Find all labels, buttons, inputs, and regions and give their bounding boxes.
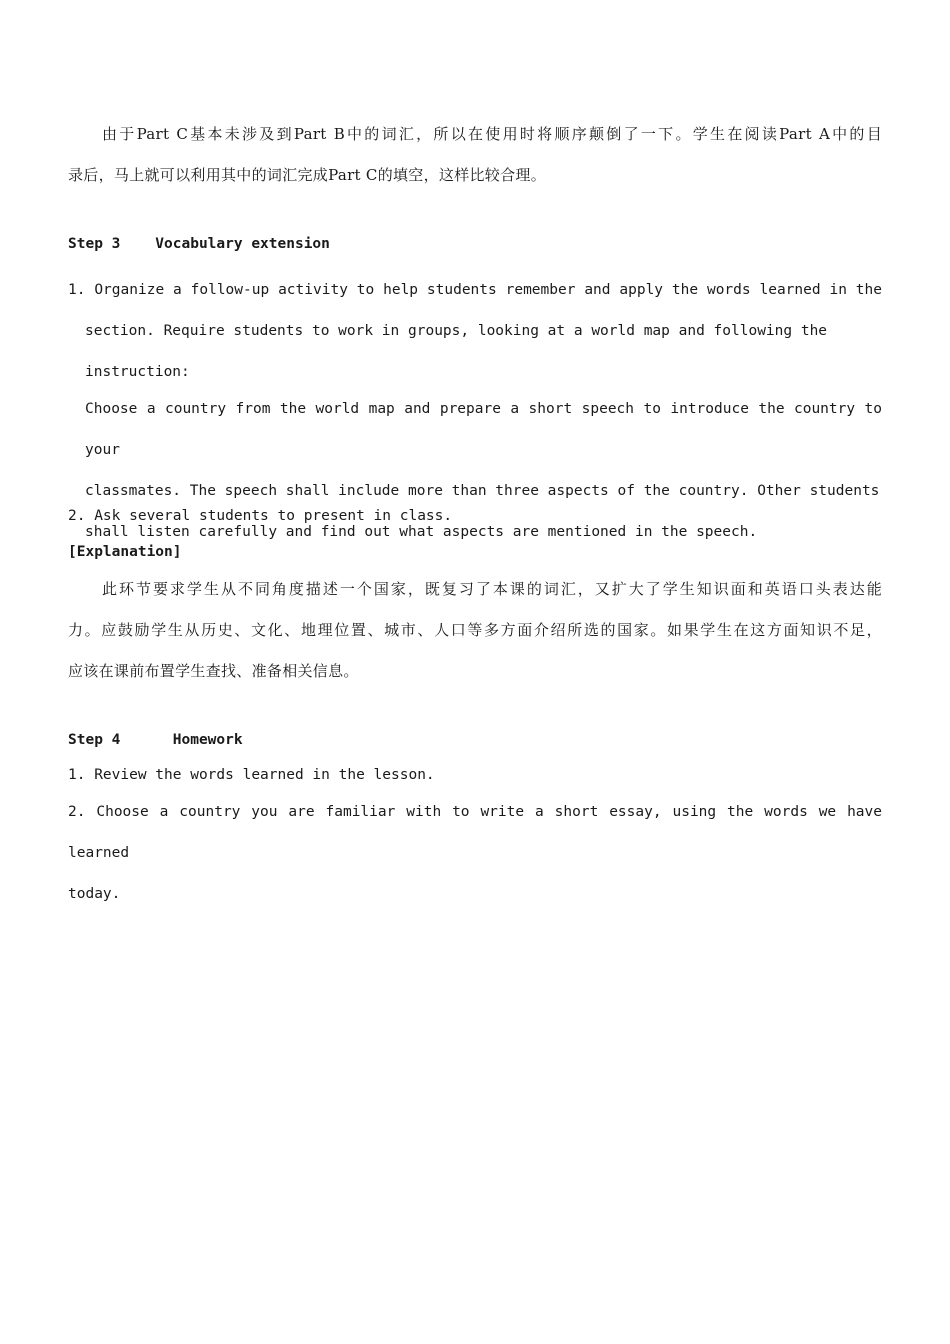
- explanation-line-3: 应该在课前布置学生查找、准备相关信息。: [68, 662, 359, 680]
- step3-item-1-line-1: 1. Organize a follow-up activity to help students remember and apply the words learned in the: [68, 282, 882, 298]
- intro-line-2: 录后，马上就可以利用其中的词汇完成Part C的填空，这样比较合理。: [68, 166, 547, 184]
- step4-item-2-line-2: today.: [68, 886, 121, 902]
- step4-item-1: 1. Review the words learned in the lesson.: [68, 767, 435, 783]
- explanation-line-2: 力。应鼓励学生从历史、文化、地理位置、城市、人口等多方面介绍所选的国家。如果学生在这方面知识不足，: [68, 621, 882, 639]
- step3-item-1-line-2: section. Require students to work in groups, looking at a world map and following the: [85, 323, 828, 339]
- intro-paragraph: [68, 114, 882, 196]
- instruction-line-3: shall listen carefully and find out what aspects are mentioned in the speech.: [85, 524, 758, 540]
- step4-heading: Step 4 Homework: [68, 732, 243, 748]
- intro-line-1: 由于Part C基本未涉及到Part B中的词汇，所以在使用时将顺序颠倒了一下。学生在阅读Part A中的目: [102, 125, 882, 143]
- step3-item-2: 2. Ask several students to present in class.: [68, 508, 453, 524]
- step3-item-1: [68, 270, 882, 393]
- explanation-paragraph: [68, 569, 882, 692]
- instruction-block: [85, 389, 882, 553]
- step3-item-1-line-3: instruction:: [85, 364, 190, 380]
- explanation-label: [Explanation]: [68, 544, 182, 560]
- step4-item-2: [68, 792, 882, 915]
- instruction-line-1: Choose a country from the world map and prepare a short speech to introduce the country to your: [85, 401, 882, 458]
- instruction-line-2: classmates. The speech shall include more than three aspects of the country. Other students: [85, 483, 880, 499]
- explanation-line-1: 此环节要求学生从不同角度描述一个国家，既复习了本课的词汇，又扩大了学生知识面和英语口头表达能: [102, 580, 882, 598]
- step4-item-2-line-1: 2. Choose a country you are familiar with to write a short essay, using the words we have learned: [68, 804, 882, 861]
- step3-heading: Step 3 Vocabulary extension: [68, 236, 330, 252]
